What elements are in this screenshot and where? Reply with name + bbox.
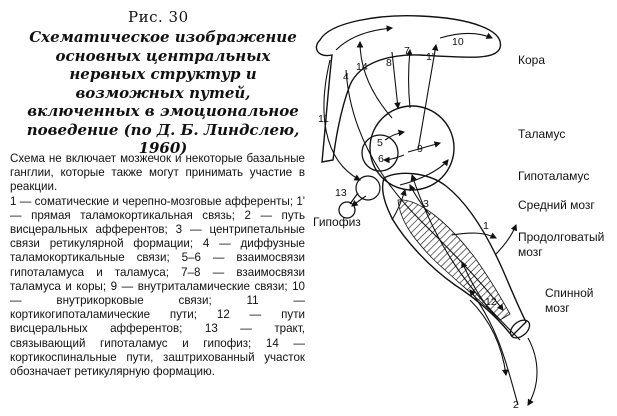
path-5 (385, 132, 404, 140)
path-lateral (495, 225, 516, 255)
label-midbrain: Средний мозг (518, 198, 595, 212)
num-9: 9 (417, 143, 423, 155)
path-2 (528, 338, 537, 405)
label-spinal-cord (545, 286, 597, 315)
path-7 (409, 50, 411, 108)
label-medulla (518, 230, 608, 259)
num-7: 7 (404, 45, 410, 57)
legend-text: 1 — соматические и черепно-мозговые афференты; 1' — прямая таламокортикальная связь; 2 — путь висцеральных афферентов; 3 — центрипетальные связи ретикулярной формации; 4 — диффузные таламокортикальные связи; 5–6 — взаимосвязи гипоталамуса и таламуса; 7–8 — взаимосвязи таламуса и коры; 9 — внутриталамические связи; 10 — внутрикорковые связи; 11 — кортикогипоталамические пути; 12 — пути висцеральных афферентов; 13 — тракт, связывающий гипоталамус и гипофиз; 14 — кортикоспинальные пути, заштрихованный участок обозначает ретикулярную формацию. (10, 194, 305, 379)
label-thalamus: Таламус (518, 127, 566, 141)
label-medulla-line1: Продолговатый (518, 230, 605, 244)
path-9 (408, 143, 440, 152)
path-8 (392, 52, 398, 108)
label-hypothalamus: Гипоталамус (518, 169, 590, 183)
num-1-prime: 1' (426, 51, 434, 63)
num-13: 13 (335, 187, 347, 199)
label-medulla-line2: мозг (518, 245, 543, 259)
num-1: 1 (483, 220, 489, 232)
spinal-cord-end (507, 317, 533, 342)
num-3: 3 (423, 198, 429, 210)
figure-label: Рис. 30 (128, 8, 189, 26)
num-14: 14 (356, 61, 368, 73)
path-1-thalamus (400, 160, 448, 185)
num-8: 8 (386, 57, 392, 69)
path-10b (336, 28, 392, 50)
label-pituitary: Гипофиз (313, 215, 361, 229)
num-2: 2 (513, 399, 519, 411)
path-10 (440, 34, 492, 39)
num-11: 11 (318, 113, 329, 125)
num-4: 4 (343, 71, 349, 83)
path-6 (384, 155, 404, 160)
num-12: 12 (485, 296, 497, 308)
label-spinal-line1: Спинной (545, 286, 594, 300)
label-cortex: Кора (518, 53, 546, 67)
figure-caption: Схематическое изображение основных центральных нервных структур и возможных путей, включенных в эмоциональное поведение (по Д. Б. Линдслею, 1960) (26, 28, 300, 157)
num-5: 5 (377, 137, 383, 149)
path-4 (360, 42, 392, 118)
description-lead: Схема не включает мозжечок и некоторые базальные ганглии, которые также могут принимать участие в реакции. (10, 152, 305, 194)
num-6: 6 (378, 153, 384, 165)
num-10: 10 (452, 36, 464, 48)
path-lateral-b (452, 233, 496, 238)
label-spinal-line2: мозг (545, 301, 570, 315)
